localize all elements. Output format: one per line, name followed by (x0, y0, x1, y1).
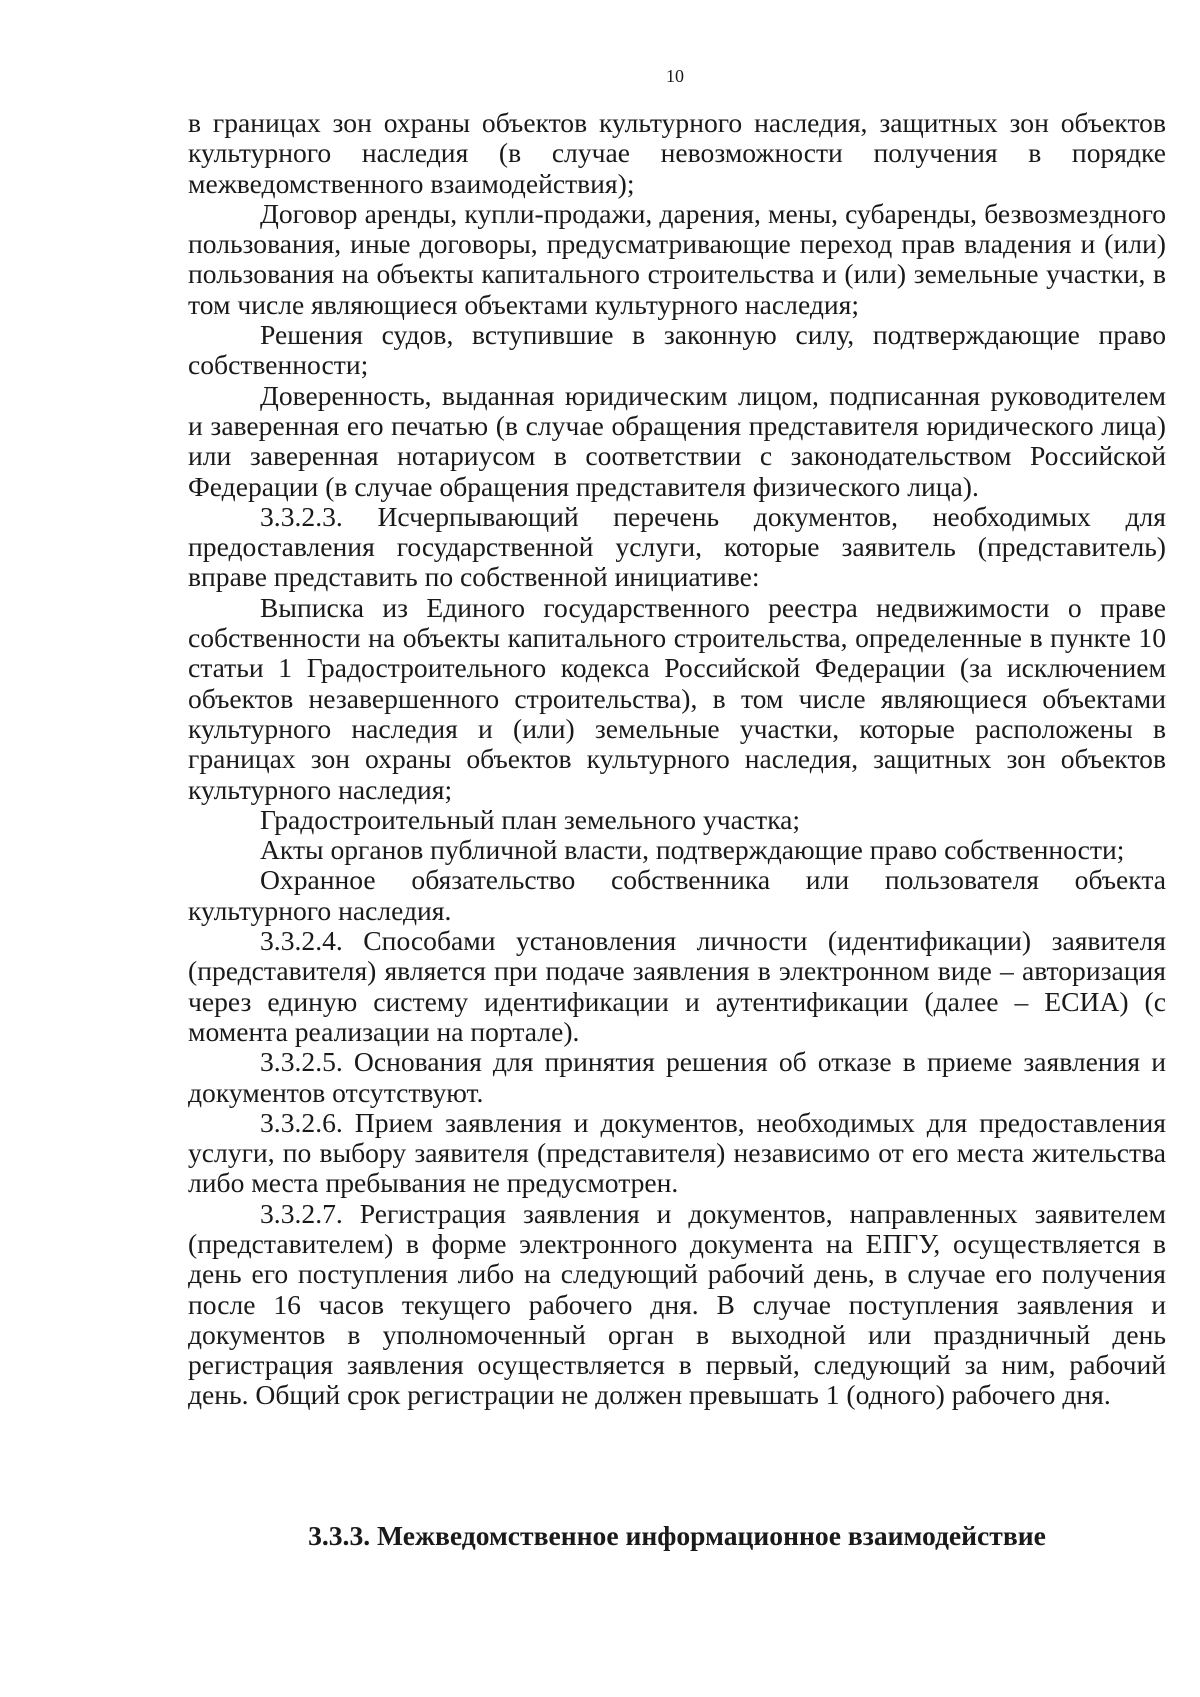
paragraph-3-3-2-4: 3.3.2.4. Способами установления личности (идентификации) заявителя (представителя) является при подаче заявления в электронном виде – авторизация через единую систему идентификации и аутентификации (далее – ЕСИА) (с момента реализации на портале). (188, 925, 1166, 1047)
paragraph-continuation: в границах зон охраны объектов культурного наследия, защитных зон объектов культурного наследия (в случае невозможности получения в порядке межведомственного взаимодействия); (188, 107, 1166, 199)
paragraph-3-3-2-7: 3.3.2.7. Регистрация заявления и документов, направленных заявителем (представителем) в форме электронного документа на ЕПГУ, осуществляется в день его поступления либо на следующий рабочий день, в случае его получения после 16 часов текущего рабочего дня. В случае поступления заявления и документов в уполномоченный орган в выходной или праздничный день регистрация заявления осуществляется в первый, следующий за ним, рабочий день. Общий срок регистрации не должен превышать 1 (одного) рабочего дня. (188, 1197, 1166, 1411)
paragraph-power-of-attorney: Доверенность, выданная юридическим лицом, подписанная руководителем и заверенная его печатью (в случае обращения представителя юридического лица) или заверенная нотариусом в соответствии с законодательством Российской Федерации (в случае обращения представителя физического лица). (188, 379, 1166, 502)
paragraph-3-3-2-6: 3.3.2.6. Прием заявления и документов, необходимых для предоставления услуги, по выбору заявителя (представителя) независимо от его места жительства либо места пребывания не предусмотрен. (188, 1106, 1166, 1199)
paragraph-urban-plan: Градостроительный план земельного участка; (260, 803, 801, 835)
paragraph-registry-extract: Выписка из Единого государственного реестра недвижимости о праве собственности на объекты капитального строительства, определенные в пункте 10 статьи 1 Градостроительного кодекса Российской Федерации (за исключением объектов незавершенного строительства), в том числе являющиеся объектами культурного наследия и (или) земельные участки, которые расположены в границах зон охраны объектов культурного наследия, защитных зон объектов культурного наследия; (188, 591, 1166, 805)
section-heading: 3.3.3. Межведомственное информационное взаимодействие (308, 1520, 1046, 1551)
paragraph-public-authority-acts: Акты органов публичной власти, подтверждающие право собственности; (260, 834, 1125, 866)
paragraph-protection-obligation: Охранное обязательство собственника или пользователя объекта культурного наследия. (188, 864, 1166, 926)
document-body (188, 108, 1166, 1411)
paragraph-3-3-2-5: 3.3.2.5. Основания для принятия решения об отказе в приеме заявления и документов отсутствуют. (188, 1046, 1166, 1108)
paragraph-lease-agreements: Договор аренды, купли-продажи, дарения, мены, субаренды, безвозмездного пользования, иные договоры, предусматривающие переход прав владения и (или) пользования на объекты капитального строительства и (или) земельные участки, в том числе являющиеся объектами культурного наследия; (188, 197, 1166, 320)
paragraph-court-decisions: Решения судов, вступившие в законную силу, подтверждающие право собственности; (188, 319, 1166, 381)
paragraph-3-3-2-3: 3.3.2.3. Исчерпывающий перечень документов, необходимых для предоставления государственной услуги, которые заявитель (представитель) вправе представить по собственной инициативе: (188, 500, 1166, 593)
page-number: 10 (666, 66, 684, 86)
